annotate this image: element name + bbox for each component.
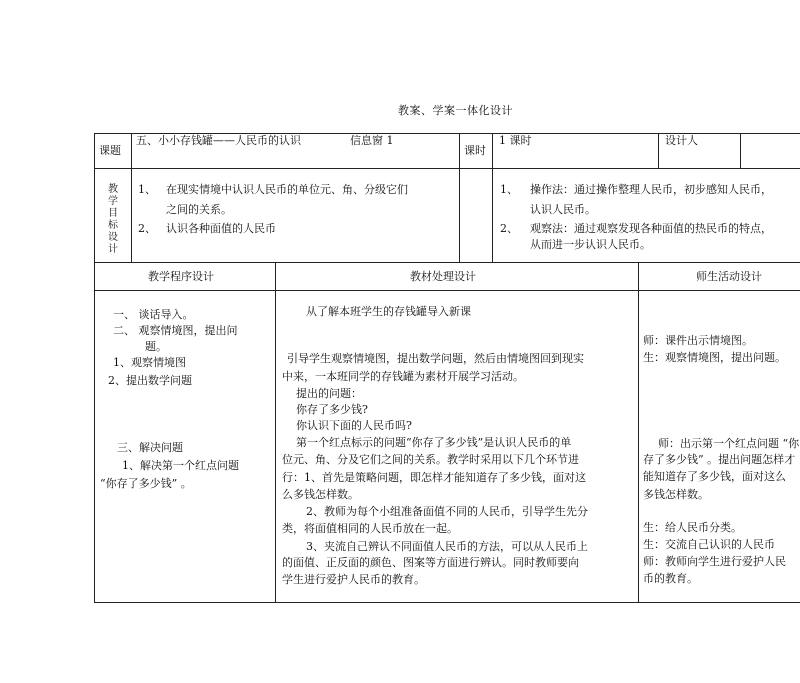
rule-v-designer-label — [658, 133, 659, 169]
goal-left-2-line-1: 认识各种面值的人民币 — [166, 222, 276, 235]
material-item: 的面值、正反面的颜色、图案等方面进行辨认。同时教师要向 — [282, 556, 579, 569]
material-item: 3、夹流自己辨认不同面值人民币的方法，可以从人民币上 — [306, 540, 588, 553]
rule-h-colhead-bottom — [94, 290, 800, 291]
procedure-item: 2、提出数学问题 — [108, 374, 192, 387]
period-label: 课时 — [464, 144, 486, 157]
rule-v-period-label — [459, 133, 460, 263]
procedure-item: 三、解决问题 — [117, 441, 183, 454]
column-header-procedure: 教学程序设计 — [148, 270, 214, 283]
window-value: 信息窗 1 — [350, 134, 394, 147]
activity-item: 师：出示第一个红点问题 “你 — [658, 437, 800, 450]
goal-left-1-line-1: 在现实情境中认识人民币的单位元、角、分级它们 — [166, 183, 408, 196]
material-item: 从了解本班学生的存钱罐导入新课 — [306, 305, 471, 318]
rule-v-col2 — [638, 262, 639, 603]
goal-left-1-line-2: 之间的关系。 — [166, 203, 232, 216]
material-item: 你认识下面的人民币吗? — [296, 419, 412, 432]
procedure-item: 二、 观察情境图，提出问 — [113, 324, 238, 337]
designer-label: 设计人 — [665, 134, 698, 147]
goal-right-1-line-2: 认识人民币。 — [530, 203, 596, 216]
procedure-item: 题。 — [145, 340, 167, 353]
material-item: 第一个红点标示的问题“你存了多少钱”是认识人民币的单 — [296, 436, 572, 449]
material-item: 位元、角、分及它们之间的关系。教学时采用以下几个环节进 — [282, 453, 579, 466]
activity-item: 能知道存了多少钱，面对这么 — [643, 470, 786, 483]
period-value: 1 课时 — [499, 134, 532, 147]
activity-item: 币的教育。 — [643, 572, 698, 585]
material-item: 引导学生观察情境图，提出数学问题，然后由情境图回到现实 — [287, 352, 584, 365]
lesson-label: 课题 — [99, 144, 121, 157]
goal-right-2-line-1: 观察法：通过观察发现各种面值的热民币的特点， — [530, 222, 772, 235]
activity-item: 师：教师向学生进行爱护人民 — [643, 555, 786, 568]
material-item: 学生进行爱护人民币的教育。 — [282, 573, 425, 586]
procedure-item: “你存了多少钱” 。 — [100, 477, 192, 490]
material-item: 你存了多少钱? — [296, 403, 368, 416]
rule-v-designer-value — [740, 133, 741, 169]
doc-title: 教案、学案一体化设计 — [398, 104, 513, 117]
rule-h-header-bottom — [94, 168, 800, 169]
activity-item: 生：观察情境图，提出问题。 — [643, 351, 786, 364]
column-header-material: 教材处理设计 — [410, 270, 476, 283]
goal-right-1-line-1: 操作法：通过操作整理人民币，初步感知人民币， — [530, 183, 772, 196]
goals-label: 教学目标设计 — [108, 184, 118, 255]
material-item: 类，将面值相同的人民币放在一起。 — [282, 522, 458, 535]
rule-v-label — [131, 133, 132, 263]
procedure-item: 一、 谈话导入。 — [113, 308, 194, 321]
rule-h-bottom — [94, 602, 800, 603]
goal-right-2-number: 2、 — [500, 222, 518, 235]
procedure-item: 1、观察情境图 — [113, 356, 186, 369]
activity-item: 多钱怎样数。 — [643, 488, 709, 501]
rule-v-left — [94, 133, 95, 603]
material-item: 行：1、首先是策略问题，即怎样才能知道存了多少钱，面对这 — [282, 471, 586, 484]
rule-v-period-value — [492, 133, 493, 263]
activity-item: 师：课件出示情境图。 — [643, 334, 753, 347]
material-item: 么多钱怎样数。 — [282, 488, 359, 501]
column-header-activity: 师生活动设计 — [696, 270, 762, 283]
procedure-item: 1、解决第一个红点问题 — [122, 459, 239, 472]
activity-item: 生：给人民币分类。 — [643, 521, 742, 534]
material-item: 2、教师为每个小组准备面值不同的人民币，引导学生先分 — [306, 505, 588, 518]
material-item: 中来，一本班同学的存钱罐为素材开展学习活动。 — [282, 370, 524, 383]
rule-v-col1 — [275, 262, 276, 603]
goal-left-2-number: 2、 — [138, 222, 156, 235]
goal-right-2-line-2: 从而进一步认识人民币。 — [530, 238, 651, 251]
rule-h-goals-bottom — [94, 262, 800, 263]
goal-left-1-number: 1、 — [138, 183, 156, 196]
activity-item: 存了多少钱” 。提出问题怎样才 — [643, 453, 796, 466]
goal-right-1-number: 1、 — [500, 183, 518, 196]
lesson-value: 五、小小存钱罐——人民币的认识 — [136, 134, 301, 147]
activity-item: 生：交流自己认识的人民币 — [643, 538, 775, 551]
material-item: 提出的问题： — [296, 387, 362, 400]
